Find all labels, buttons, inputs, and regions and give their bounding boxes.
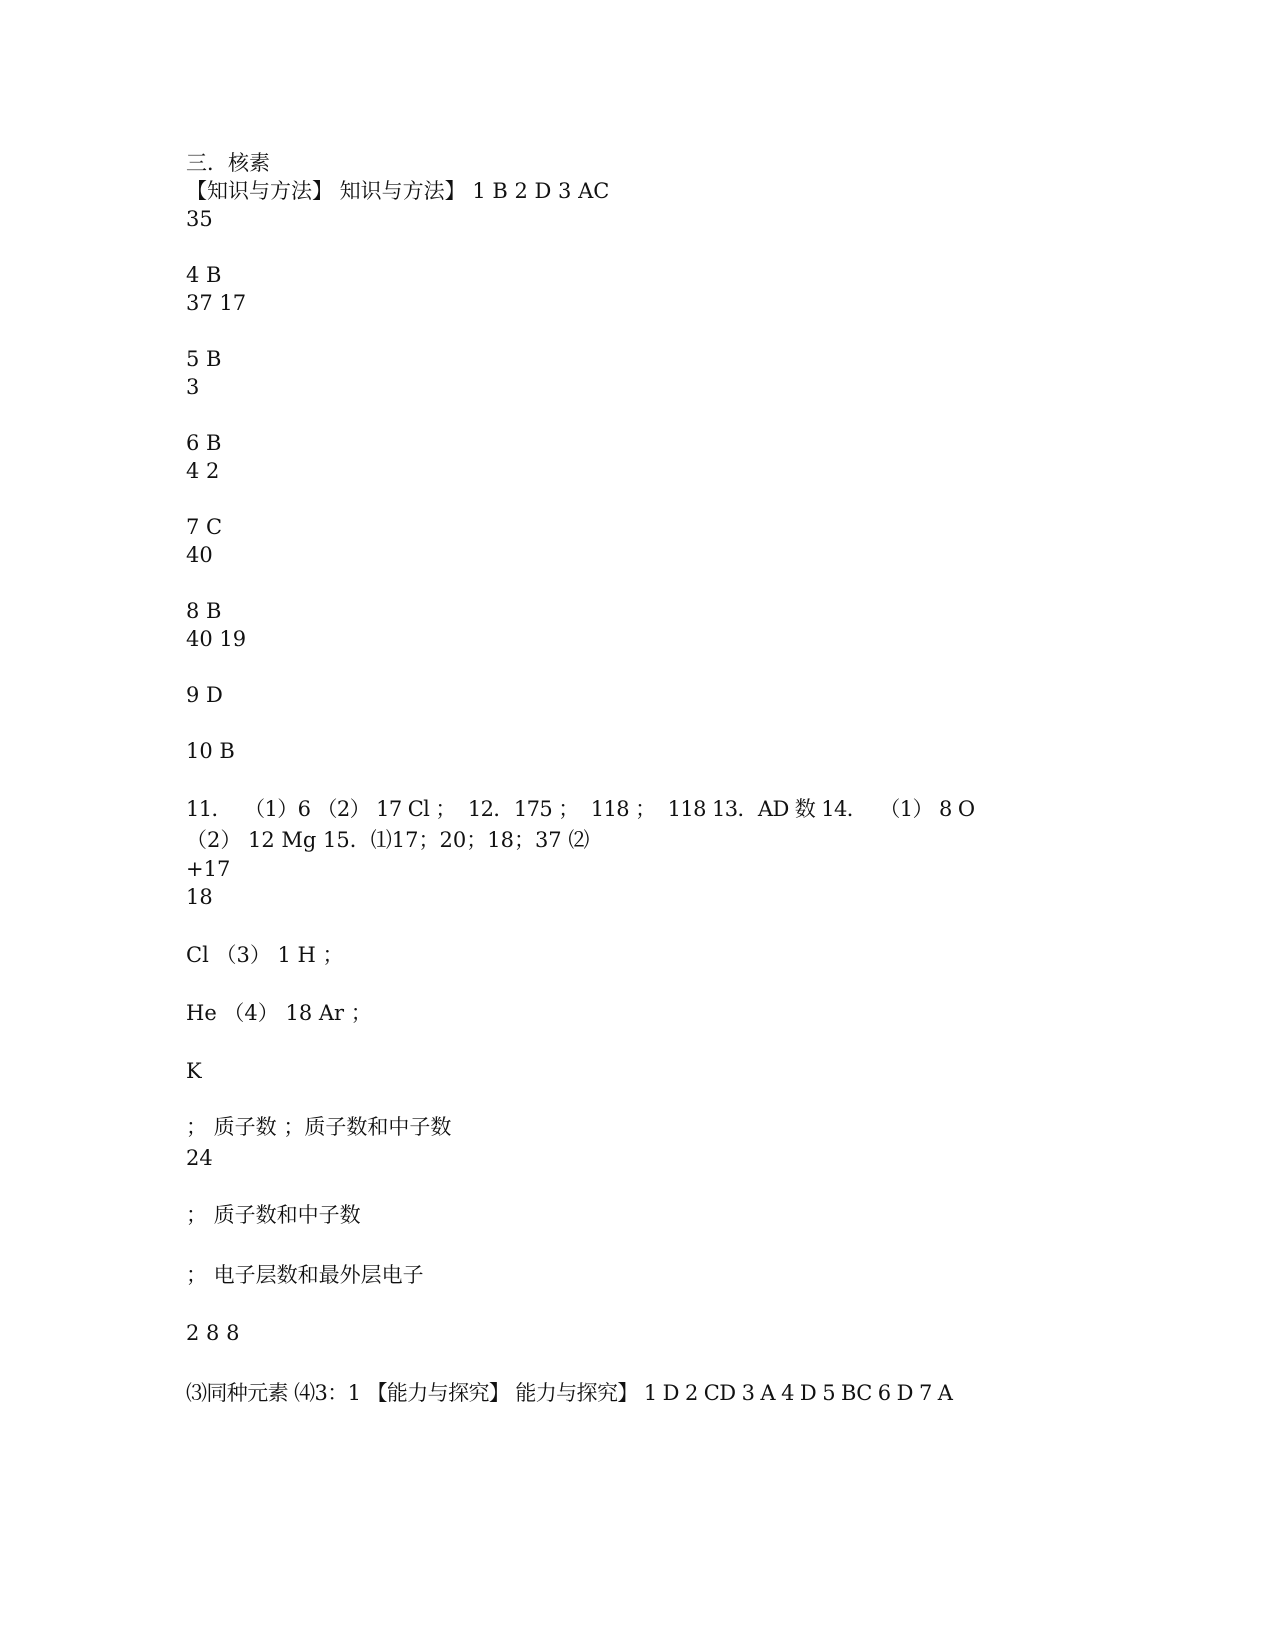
text-line: 3: [186, 375, 200, 399]
text-line: ； 电子层数和最外层电子: [186, 1263, 424, 1287]
text-line: 7 C: [186, 515, 223, 539]
text-line: He （4） 18 Ar ；: [186, 1001, 372, 1025]
text-line: 24: [186, 1146, 213, 1170]
text-line: （2） 12 Mg 15．⑴17；20；18；37 ⑵: [186, 828, 590, 852]
text-line: 18: [186, 885, 213, 909]
text-line: 6 B: [186, 431, 222, 455]
text-line: 4 2: [186, 459, 220, 483]
text-line: 2 8 8: [186, 1321, 240, 1345]
text-line: ； 质子数和中子数: [186, 1203, 361, 1227]
text-line: +17: [186, 857, 231, 881]
text-line: 4 B: [186, 263, 222, 287]
text-line: 11． （1）6 （2） 17 Cl ； 12．175 ； 118 ； 118 13．AD 数 14． （1） 8 O: [186, 797, 975, 821]
text-line: ⑶同种元素 ⑷3：1 【能力与探究】 能力与探究】 1 D 2 CD 3 A 4 D 5 BC 6 D 7 A: [186, 1381, 953, 1405]
text-line: 35: [186, 207, 213, 231]
text-line: 40 19: [186, 627, 247, 651]
text-line: ； 质子数 ；质子数和中子数: [186, 1115, 452, 1139]
text-line: 8 B: [186, 599, 222, 623]
text-line: 【知识与方法】 知识与方法】 1 B 2 D 3 AC: [186, 179, 610, 203]
text-line: Cl （3） 1 H ；: [186, 943, 344, 967]
section-title: 三．核素: [186, 151, 270, 175]
text-line: 40: [186, 543, 213, 567]
text-line: 9 D: [186, 683, 223, 707]
text-line: 37 17: [186, 291, 247, 315]
text-line: 5 B: [186, 347, 222, 371]
text-line: 10 B: [186, 739, 235, 763]
text-line: K: [186, 1059, 202, 1083]
